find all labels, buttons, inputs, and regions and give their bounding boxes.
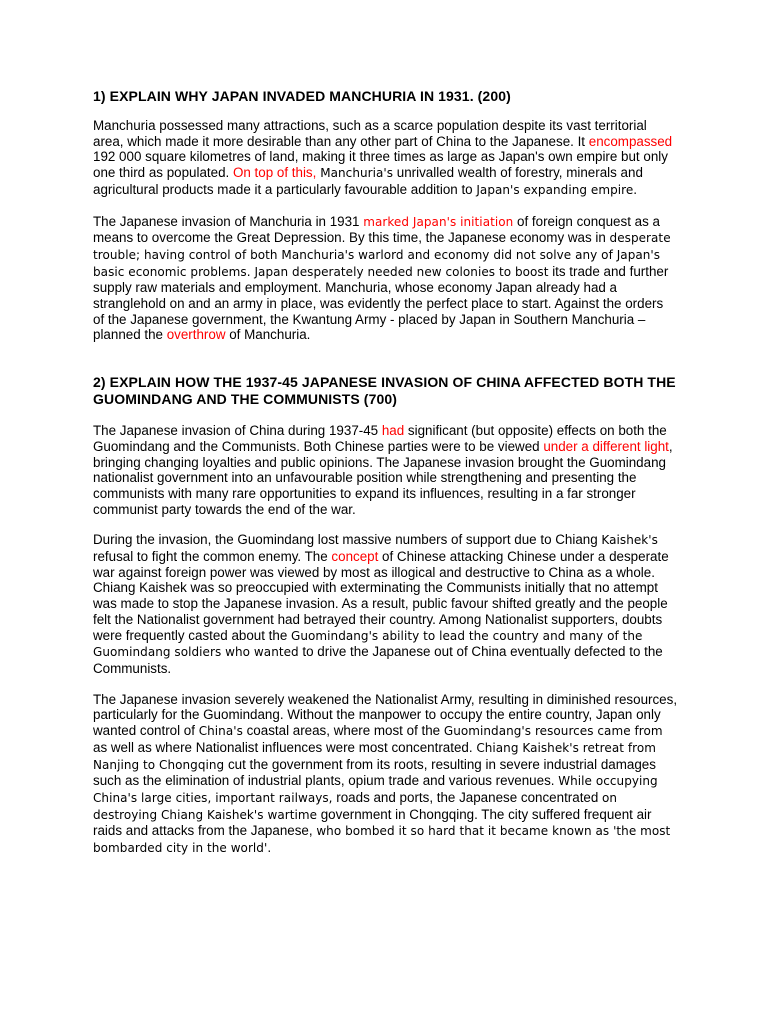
text-run: refusal to fight the common enemy. The	[93, 549, 332, 565]
highlighted-phrase: overthrow	[166, 327, 226, 343]
highlighted-phrase: had	[381, 423, 405, 439]
text-run: The Japanese invasion of Manchuria in 1931	[93, 213, 364, 229]
text-run: Japan's expanding empire.	[476, 182, 638, 197]
text-run: Manchuria's	[316, 166, 394, 181]
text-run: as well as where Nationalist influences were most concentrated.	[93, 739, 477, 755]
text-run: significant (but opposite) effects on both the Guomindang and the Communists. Both Chinese parties were to be viewed	[93, 423, 667, 454]
text-run: its trade and further supply raw materials and employment. Manchuria, whose economy Japan already had a stranglehold on and an army in place, was evidently the perfect place to start. Against the orders of the Japanese government, the Kwantung Army - placed by Japan in Southern Manchuria – planned the	[93, 263, 669, 343]
text-run: who bombed it so hard that it became known as 'the most bombarded city in the world'.	[93, 824, 671, 856]
highlighted-phrase: marked Japan's initiation	[363, 214, 514, 229]
document-body	[93, 88, 678, 873]
text-run: During the invasion, the Guomindang lost massive numbers of support due to Chiang	[93, 532, 602, 548]
text-run: roads and ports, the Japanese concentrated	[332, 789, 603, 805]
text-run: government in Chongqing. The city suffered frequent air raids and attacks from the Japanese,	[93, 806, 652, 839]
highlighted-phrase: concept	[331, 549, 379, 565]
text-run: cut the government from its roots, resulting in severe industrial damages such as the elimination of industrial plants, opium trade and various revenues.	[93, 756, 656, 789]
text-run: on destroying Chiang Kaishek's wartime	[93, 790, 618, 822]
text-run: The Japanese invasion of China during 1937-45	[93, 423, 382, 439]
section-2-paragraph-1	[93, 423, 678, 517]
section-1-heading: 1) EXPLAIN WHY JAPAN INVADED MANCHURIA IN 1931. (200)	[93, 88, 511, 104]
text-run: of foreign conquest as a means to overcome the Great Depression. By this time, the Japanese economy was in	[93, 213, 660, 246]
text-run: Kaishek's	[601, 533, 658, 548]
section-2-paragraph-3	[93, 692, 678, 857]
section-1-paragraph-1	[93, 118, 678, 199]
section-2-paragraph-2	[93, 532, 678, 676]
text-run: While occupying China's large cities, important railways,	[93, 774, 658, 805]
text-run: of Manchuria.	[225, 327, 311, 343]
text-run: , bringing changing loyalties and public opinions. The Japanese invasion brought the Guomindang nationalist government into an unfavourable position while strengthening and presenting the communists with many rare opportunities to expand its influences, resulting in a far stronger communist party towards the end of the war.	[93, 438, 673, 517]
highlighted-phrase: under a different light	[543, 438, 669, 454]
section-2-heading: 2) EXPLAIN HOW THE 1937-45 JAPANESE INVASION OF CHINA AFFECTED BOTH THE GUOMINDANG AND THE COMMUNISTS (700)	[93, 374, 676, 408]
text-run: Chiang Kaishek's retreat from Nanjing to Chongqing	[93, 740, 656, 772]
text-run: to drive the Japanese out of China eventually defected to the Communists.	[93, 644, 663, 676]
text-run: desperate trouble; having control of both Manchuria's warlord and economy did not solve any of Japan's basic economic problems. Japan desperately needed new colonies to boost	[93, 231, 671, 279]
highlighted-phrase: On top of this,	[232, 165, 317, 181]
text-run: Manchuria possessed many attractions, such as a scarce population despite its vast territorial area, which made it more desirable than any other part of China to the Japanese. It	[93, 118, 647, 149]
text-run: coastal areas, where most of the	[242, 723, 444, 739]
text-run: of Chinese attacking Chinese under a desperate war against foreign power was viewed by most as illogical and destructive to China as a whole. Chiang Kaishek was so preoccupied with exterminating the Communists initially that no attempt was made to stop the Japanese invasion. As a result, public favour shifted greatly and the people felt the Nationalist government had betrayed their country. Among Nationalist supporters, doubts were frequently casted about the	[93, 549, 669, 643]
text-run: Guomindang's ability to lead the country and many of the Guomindang soldiers who wanted	[93, 628, 643, 660]
text-run: unrivalled wealth of forestry, minerals and agricultural products made it a particularly favourable addition to	[93, 165, 643, 197]
text-run: 192 000 square kilometres of land, making it three times as large as Japan's own empire but only one third as populated.	[93, 149, 668, 181]
text-run: The Japanese invasion severely weakened the Nationalist Army, resulting in diminished resources, particularly for the Guomindang. Without the manpower to occupy the entire country, Japan only wanted control of	[93, 691, 678, 739]
text-run: China's	[198, 724, 243, 739]
highlighted-phrase: encompassed	[588, 133, 673, 149]
section-1-paragraph-2	[93, 214, 678, 344]
text-run: Guomindang's resources came from	[443, 724, 663, 739]
